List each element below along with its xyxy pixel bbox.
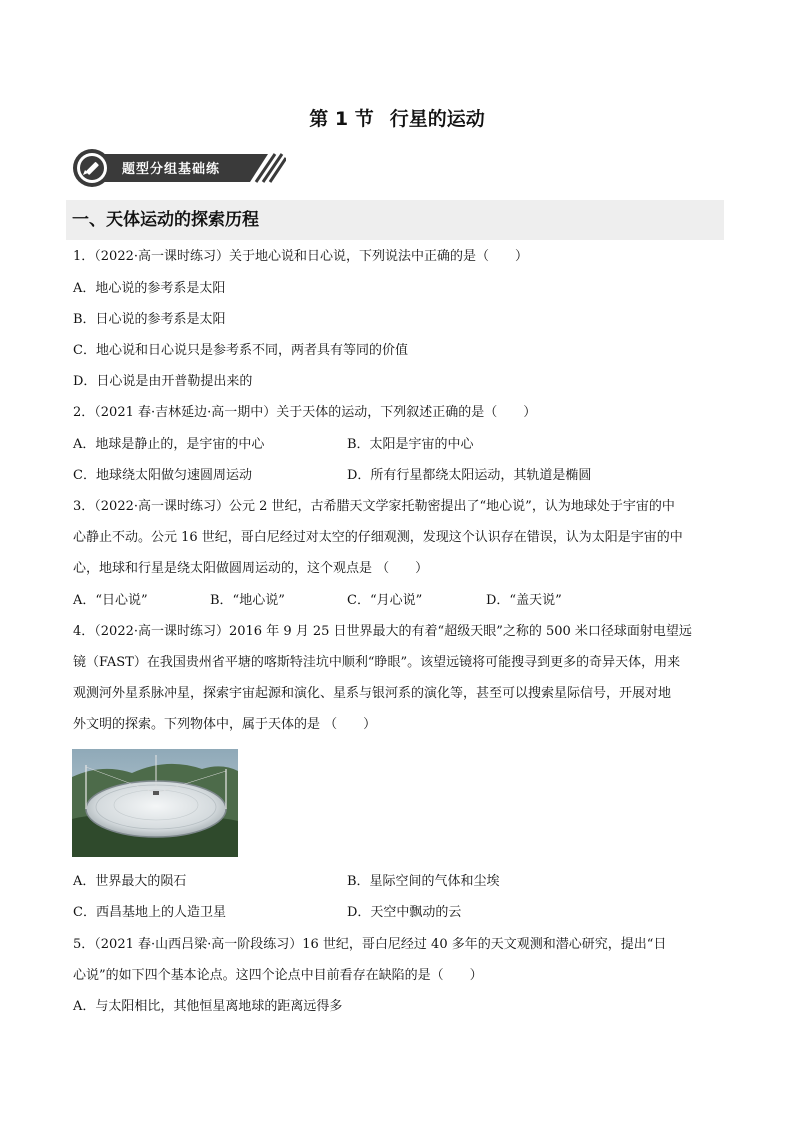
banner-label: 题型分组基础练 [122,162,221,177]
question-3-option-b: B．“地心说” [210,593,285,608]
question-1-option-a: A．地心说的参考系是太阳 [73,281,226,296]
question-1-option-b: B．日心说的参考系是太阳 [73,312,226,327]
question-2-option-c: C．地球绕太阳做匀速圆周运动 [73,468,252,483]
question-3-option-d: D．“盖天说” [486,593,562,608]
question-5-line-1: 5．（2021 春·山西吕梁·高一阶段练习）16 世纪，哥白尼经过 40 多年的天文观测和潜心研究，提出“日 [73,937,667,952]
question-1-stem: 1．（2022·高一课时练习）关于地心说和日心说，下列说法中正确的是（ ） [73,249,528,264]
question-5-line-2: 心说”的如下四个基本论点。这四个论点中目前看存在缺陷的是（ ） [73,968,483,983]
question-3-option-c: C．“月心说” [347,593,423,608]
question-3-option-a: A．“日心说” [73,593,148,608]
question-4-line-4: 外文明的探索。下列物体中，属于天体的是 （ ） [73,717,377,732]
question-5-option-a: A．与太阳相比，其他恒星离地球的距离远得多 [73,999,343,1014]
telescope-photo [72,749,238,857]
question-4-option-a: A．世界最大的陨石 [73,874,187,889]
question-2-stem: 2．（2021 春·吉林延边·高一期中）关于天体的运动，下列叙述正确的是（ ） [73,405,537,420]
question-4-line-1: 4．（2022·高一课时练习）2016 年 9 月 25 日世界最大的有着“超级天眼”之称的 500 米口径球面射电望远 [73,624,692,639]
question-3-line-2: 心静止不动。公元 16 世纪，哥白尼经过对太空的仔细观测，发现这个认识存在错误，认为太阳是宇宙的中 [73,530,683,545]
question-4-option-c: C．西昌基地上的人造卫星 [73,905,226,920]
question-4-option-b: B．星际空间的气体和尘埃 [347,874,500,889]
question-1-option-c: C．地心说和日心说只是参考系不同，两者具有等同的价值 [73,343,408,358]
question-1-option-d: D．日心说是由开普勒提出来的 [73,374,253,389]
section-title: 行星的运动 [389,108,485,130]
question-4-line-2: 镜（FAST）在我国贵州省平塘的喀斯特洼坑中顺利“睁眼”。该望远镜将可能搜寻到更多的奇异天体，用来 [73,655,681,670]
section-number: 第 1 节 [309,108,374,130]
question-4-option-d: D．天空中飘动的云 [347,905,462,920]
question-4-line-3: 观测河外星系脉冲星，探索宇宙起源和演化、星系与银河系的演化等，甚至可以搜索星际信号，开展对地 [73,686,672,701]
question-2-option-b: B．太阳是宇宙的中心 [347,437,474,452]
question-3-line-3: 心，地球和行星是绕太阳做圆周运动的，这个观点是 （ ） [73,561,429,576]
section-heading: 一、天体运动的探索历程 [66,200,724,240]
question-3-line-1: 3．（2022·高一课时练习）公元 2 世纪，古希腊天文学家托勒密提出了“地心说”，认为地球处于宇宙的中 [73,499,675,514]
question-2-option-a: A．地球是静止的，是宇宙的中心 [73,437,265,452]
question-2-option-d: D．所有行星都绕太阳运动，其轨道是椭圆 [347,468,592,483]
page-title [0,104,794,131]
